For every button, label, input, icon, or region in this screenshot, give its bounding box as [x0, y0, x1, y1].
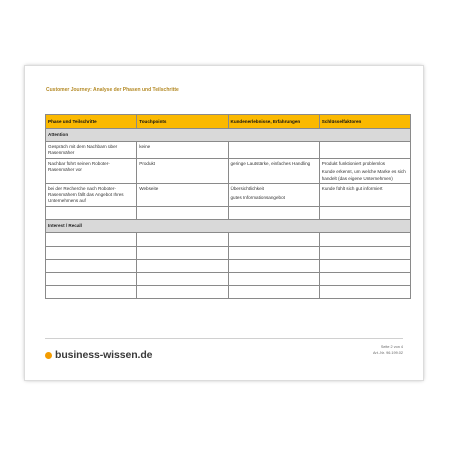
table-row	[46, 158, 411, 183]
experience-cell	[228, 158, 319, 183]
phase-cell	[46, 233, 137, 246]
phase-cell: Gespräch mit dem Nachbarn über Rasenmäher	[46, 142, 137, 159]
footer-divider	[45, 338, 403, 339]
factor-cell	[319, 233, 410, 246]
phase-cell	[46, 286, 137, 299]
logo-dot-icon	[45, 352, 52, 359]
touchpoint-cell	[137, 246, 228, 259]
experience-text: geringe Lautstärke, einfaches Handling	[230, 160, 311, 166]
touchpoint-cell: Webseite	[137, 184, 228, 207]
phase-cell	[46, 259, 137, 272]
factor-cell	[319, 158, 410, 183]
column-header: Schlüsselfaktoren	[319, 115, 410, 129]
touchpoint-cell	[137, 233, 228, 246]
customer-journey-table	[45, 114, 411, 299]
experience-cell	[228, 286, 319, 299]
touchpoint-cell: keine	[137, 142, 228, 159]
phase-cell	[46, 207, 137, 220]
table-row	[46, 286, 411, 299]
section-row	[46, 129, 411, 142]
touchpoint-cell	[137, 272, 228, 285]
touchpoint-cell	[137, 259, 228, 272]
factor-cell	[319, 286, 410, 299]
section-row	[46, 220, 411, 233]
table-row	[46, 259, 411, 272]
table-row	[46, 272, 411, 285]
factor-cell	[319, 259, 410, 272]
touchpoint-cell	[137, 207, 228, 220]
experience-cell	[228, 272, 319, 285]
touchpoint-cell: Produkt	[137, 158, 228, 183]
touchpoint-cell	[137, 286, 228, 299]
brand-logo	[45, 349, 152, 361]
table-row	[46, 246, 411, 259]
factor-text: Kunde erkennt, um welche Marke es sich handelt (das eigene Unternehmen)	[321, 169, 406, 181]
experience-cell	[228, 259, 319, 272]
factor-cell	[319, 184, 410, 207]
page-number: Seite 2 von 4	[380, 345, 403, 349]
experience-cell	[228, 233, 319, 246]
phase-cell: Nachbar führt seinen Roboter-Rasenmäher vor	[46, 158, 137, 183]
table-row	[46, 207, 411, 220]
factor-cell	[319, 142, 410, 159]
experience-cell	[228, 184, 319, 207]
factor-cell	[319, 207, 410, 220]
factor-cell	[319, 246, 410, 259]
experience-cell	[228, 246, 319, 259]
experience-text: gutes Informationsangebot	[230, 194, 285, 200]
logo-text: business-wissen.de	[55, 349, 153, 361]
article-number: Art.-Nr. 96.199.02	[373, 350, 403, 355]
factor-cell	[319, 272, 410, 285]
experience-text: Übersichtlichkeit	[230, 185, 264, 191]
phase-cell	[46, 272, 137, 285]
phase-cell: bei der Recherche nach Roboter-Rasenmähern fällt das Angebot Ihres Unternehmens auf	[46, 184, 137, 207]
table-row	[46, 142, 411, 159]
document-page	[25, 66, 423, 380]
column-header: Touchpoints	[137, 115, 228, 129]
column-header: Kundenerlebnisse, Erfahrungen	[228, 115, 319, 129]
factor-text: Kunde fühlt sich gut informiert	[321, 185, 383, 191]
section-title: Interest / Recall	[46, 220, 411, 233]
experience-cell	[228, 207, 319, 220]
phase-cell	[46, 246, 137, 259]
page-info	[373, 345, 403, 357]
table-body	[46, 129, 411, 299]
table-row	[46, 184, 411, 207]
experience-cell	[228, 142, 319, 159]
table-row	[46, 233, 411, 246]
document-title: Customer Journey: Analyse der Phasen und Teilschritte	[46, 87, 179, 93]
table-header-row	[46, 115, 411, 129]
factor-text: Produkt funktioniert problemlos	[321, 160, 386, 166]
section-title: Attention	[46, 129, 411, 142]
column-header: Phase und Teilschritte	[46, 115, 137, 129]
